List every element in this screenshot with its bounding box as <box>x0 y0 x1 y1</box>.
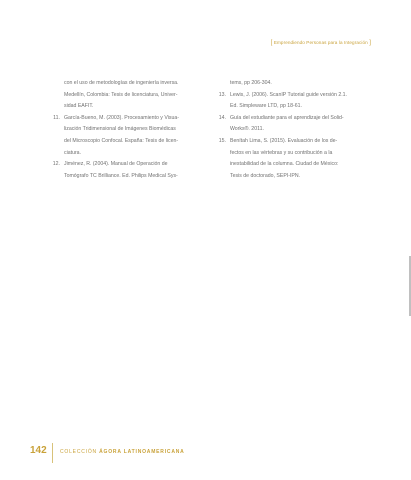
reference-line: Tomógrafo TC Brilliance. Ed. Philips Medical Sys- <box>64 172 178 179</box>
reference-item <box>212 78 362 90</box>
reference-number: 13. <box>218 91 226 98</box>
reference-line: sidad EAFIT. <box>64 103 94 110</box>
running-head <box>271 40 371 46</box>
collection-title: ÁGORA LATINOAMERICANA <box>99 449 185 455</box>
reference-number: 12. <box>52 161 60 168</box>
references-right-column <box>212 78 362 182</box>
reference-line: Guía del estudiante para el aprendizaje del Solid- <box>230 114 344 121</box>
collection-name <box>60 449 185 455</box>
collection-prefix: COLECCIÓN <box>60 449 97 455</box>
reference-line: Ed. Simpleware LTD, pp 18-61. <box>230 103 302 110</box>
reference-line: ciatura. <box>64 149 82 156</box>
reference-line: tems, pp 206-304. <box>230 80 272 86</box>
reference-item <box>212 136 362 182</box>
running-head-title: Emprendiendo Personas para la Integración <box>273 40 368 45</box>
reference-line: Benítah Lima, S. (2015). Evaluación de los de- <box>230 137 338 144</box>
reference-line: con el uso de metodologías de ingeniería inversa. <box>64 80 179 86</box>
reference-line: Lewis, J. (2006). ScanIP Tutorial guide versión 2.1. <box>230 91 347 98</box>
running-head-close-bracket: ] <box>369 40 371 46</box>
reference-line: García-Bueno, M. (2003). Procesamiento y Visua- <box>64 114 179 121</box>
reference-number: 14. <box>218 114 226 121</box>
reference-number: 15. <box>218 137 226 144</box>
reference-line: Tesis de doctorado, SEPI-IPN. <box>230 172 301 179</box>
reference-line: inestabilidad de la columna. Ciudad de México: <box>230 161 339 168</box>
reference-item <box>212 113 362 136</box>
reference-line: del Microscopio Confocal. España: Tesis de licen- <box>64 137 179 144</box>
reference-item <box>46 113 200 159</box>
reference-line: Jiménez, R. (2004). Manual de Operación de <box>64 161 168 168</box>
reference-number: 11. <box>53 114 60 121</box>
reference-item <box>212 90 362 113</box>
page-number: 142 <box>30 445 47 456</box>
footer-divider <box>52 443 53 463</box>
reference-line: lización Tridimensional de Imágenes Biomédicas <box>64 126 176 133</box>
reference-item <box>46 159 200 182</box>
references-left-column <box>46 78 200 182</box>
reference-line: Works®. 2011. <box>230 126 264 133</box>
reference-line: Medellín, Colombia: Tesis de licenciatura, Univer- <box>64 91 178 98</box>
running-head-open-bracket: [ <box>270 40 273 46</box>
reference-item <box>46 78 200 113</box>
reference-line: fectos en las vértebras y su contribución a la <box>230 149 333 156</box>
